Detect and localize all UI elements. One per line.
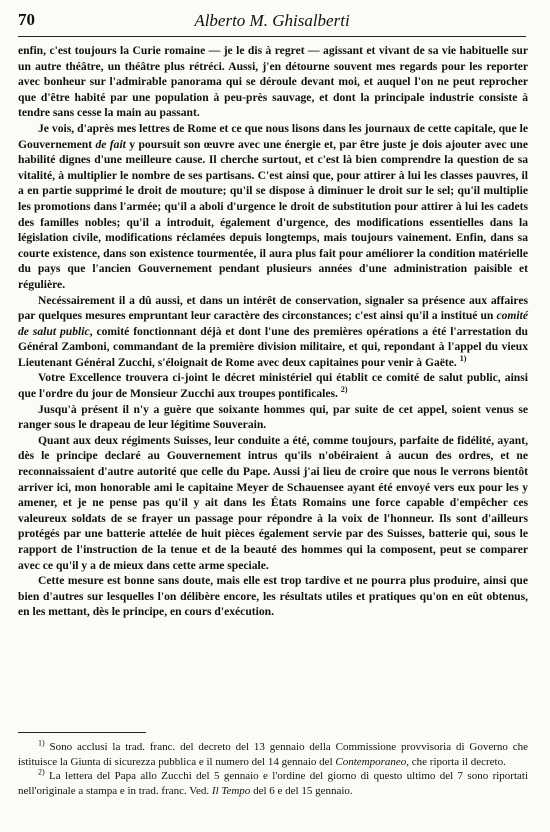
footnote-number: 2) [38, 767, 45, 777]
paragraph: Jusqu'à présent il n'y a guère que soixante hommes qui, par suite de cet appel, soient venus se ranger sous le drapeau de leur légitime Souverain. [18, 402, 528, 432]
running-head: Alberto M. Ghisalberti [194, 11, 350, 30]
italic-title: Il Tempo [211, 784, 251, 797]
italic-phrase: comité de salut public [18, 309, 528, 338]
paragraph: Cette mesure est bonne sans doute, mais elle est trop tardive et ne pourra plus produire, ainsi que bien d'autres sur lesquelles l'on délibère encore, les résultats utiles et pratiques qu'on en eût obtenus, en les mettant, dès le principe, en cours d'exécution. [18, 574, 528, 619]
header-rule [18, 36, 526, 37]
page-header [18, 10, 526, 32]
footnote-rule [18, 732, 146, 733]
paragraph: Necéssairement il a dû aussi, et dans un intérêt de conservation, signaler sa présence aux affaires par quelques mesures empruntant leur caractère des circonstances; c'est ainsi qu'il a institué un comité de salut public, comité fonctionnant déjà et dont l'une des premières opérations a été l'arrestation du Général Zamboni, commandant de la première division militaire, et qui, repondant à l'appel du vieux Lieutenant Général Zucchi, s'éloignait de Rome avec deux capitaines pour venir à Gaëte. $^{1)}$ [18, 293, 528, 369]
footnote: $^{2)}$ La lettera del Papa allo Zucchi del 5 gennaio e l'ordine del giorno di questo ultimo del 7 sono riportati nell'originale a stampa e in trad. franc. Ved. Il Tempo del 6 e del 15 gennaio. [18, 767, 529, 797]
footnotes [18, 740, 528, 798]
paragraph: Votre Excellence trouvera ci-joint le décret ministériel qui établit ce comité de salut public, ainsi que l'ordre du jour de Monsieur Zucchi aux troupes pontificales. $^{2)}$ [18, 371, 528, 401]
page-number: 70 [18, 10, 35, 29]
italic-phrase: de fait [95, 137, 126, 151]
body-text [18, 43, 528, 620]
italic-title: Contemporaneo [335, 755, 407, 768]
paragraph: Quant aux deux régiments Suisses, leur conduite a été, comme toujours, parfaite de fidélité, ayant, dès le principe declaré au Gouvernement intrus qu'ils n'obéiraient à aucun des ordres, et ne reconnaissaient d'autre autorité que celle du Pape. Aussi j'ai lieu de croire que nous le verrons bientôt arriver ici, mon honorable ami le capitaine Meyer de Schauensee ayant été envoyé vers eux pour les y amener, et je ne pense pas qu'il y ait dans les États Romains une force capable d'empêcher ces valeureux soldats de se frayer un passage pour répondre à la voix de l'honneur. Ils sont d'ailleurs protégés par une batterie attelée de huit pièces également servie par des Suisses, batterie qui, sous le rapport de l'instruction de la tenue et de la beauté des hommes qui la composent, peut se comparer avec ce qu'il y a de mieux dans cette arme speciale. [18, 433, 528, 572]
paragraph: Je vois, d'après mes lettres de Rome et ce que nous lisons dans les journaux de cette capitale, que le Gouvernement de fait y poursuit son œuvre avec une énergie et, par être juste je dois ajouter avec une habilité dignes d'une meilleure cause. Il cherche surtout, et c'est là bien comprendre la question de sa vitalité, à multiplier le nombre de ses partisans. C'est ainsi que, pour attirer à lui les classes pauvres, il a en partie supprimé le droit de mouture; qu'il se dispose à diminuer le droit sur le sel; qu'il multiplie les promotions dans l'armée; qu'il a aboli d'urgence le droit de substitution pour attirer à lui les cadets des familles nobles; qu'il a introduit, également d'urgence, des modifications essentielles dans la législation civile, modifications réclamées depuis longtemps, mais toujours vainement. Enfin, dans sa courte existence, dans son existence tourmentée, il aura plus fait pour améliorer la condition matérielle du pays que l'ancien Gouvernement pendant plusieurs années d'une administration paisible et régulière. [18, 121, 528, 291]
footnote-ref: 1) [459, 354, 467, 364]
paragraph: enfin, c'est toujours la Curie romaine — je le dis à regret — agissant et vivant de sa vie habituelle sur un autre théâtre, un théâtre plus rétréci. Aussi, j'en détourne souvent mes regards pour les reporter avec bonheur sur l'admirable panorama qui se déroule devant moi, et auquel l'on ne peut reprocher que d'être habité par une population à peu-près sauvage, et dont la principale industrie consiste à tendre sans cesse la main au passant. [18, 44, 528, 120]
footnote-number: 1) [38, 738, 45, 748]
footnote-ref: 2) [340, 385, 348, 395]
footnote: $^{1)}$ Sono acclusi la trad. franc. del decreto del 13 gennaio della Commissione provvisoria di Governo che istituisce la Giunta di sicurezza pubblica e il numero del 14 gennaio del Contemporaneo, che riporta il decreto. [18, 738, 528, 768]
